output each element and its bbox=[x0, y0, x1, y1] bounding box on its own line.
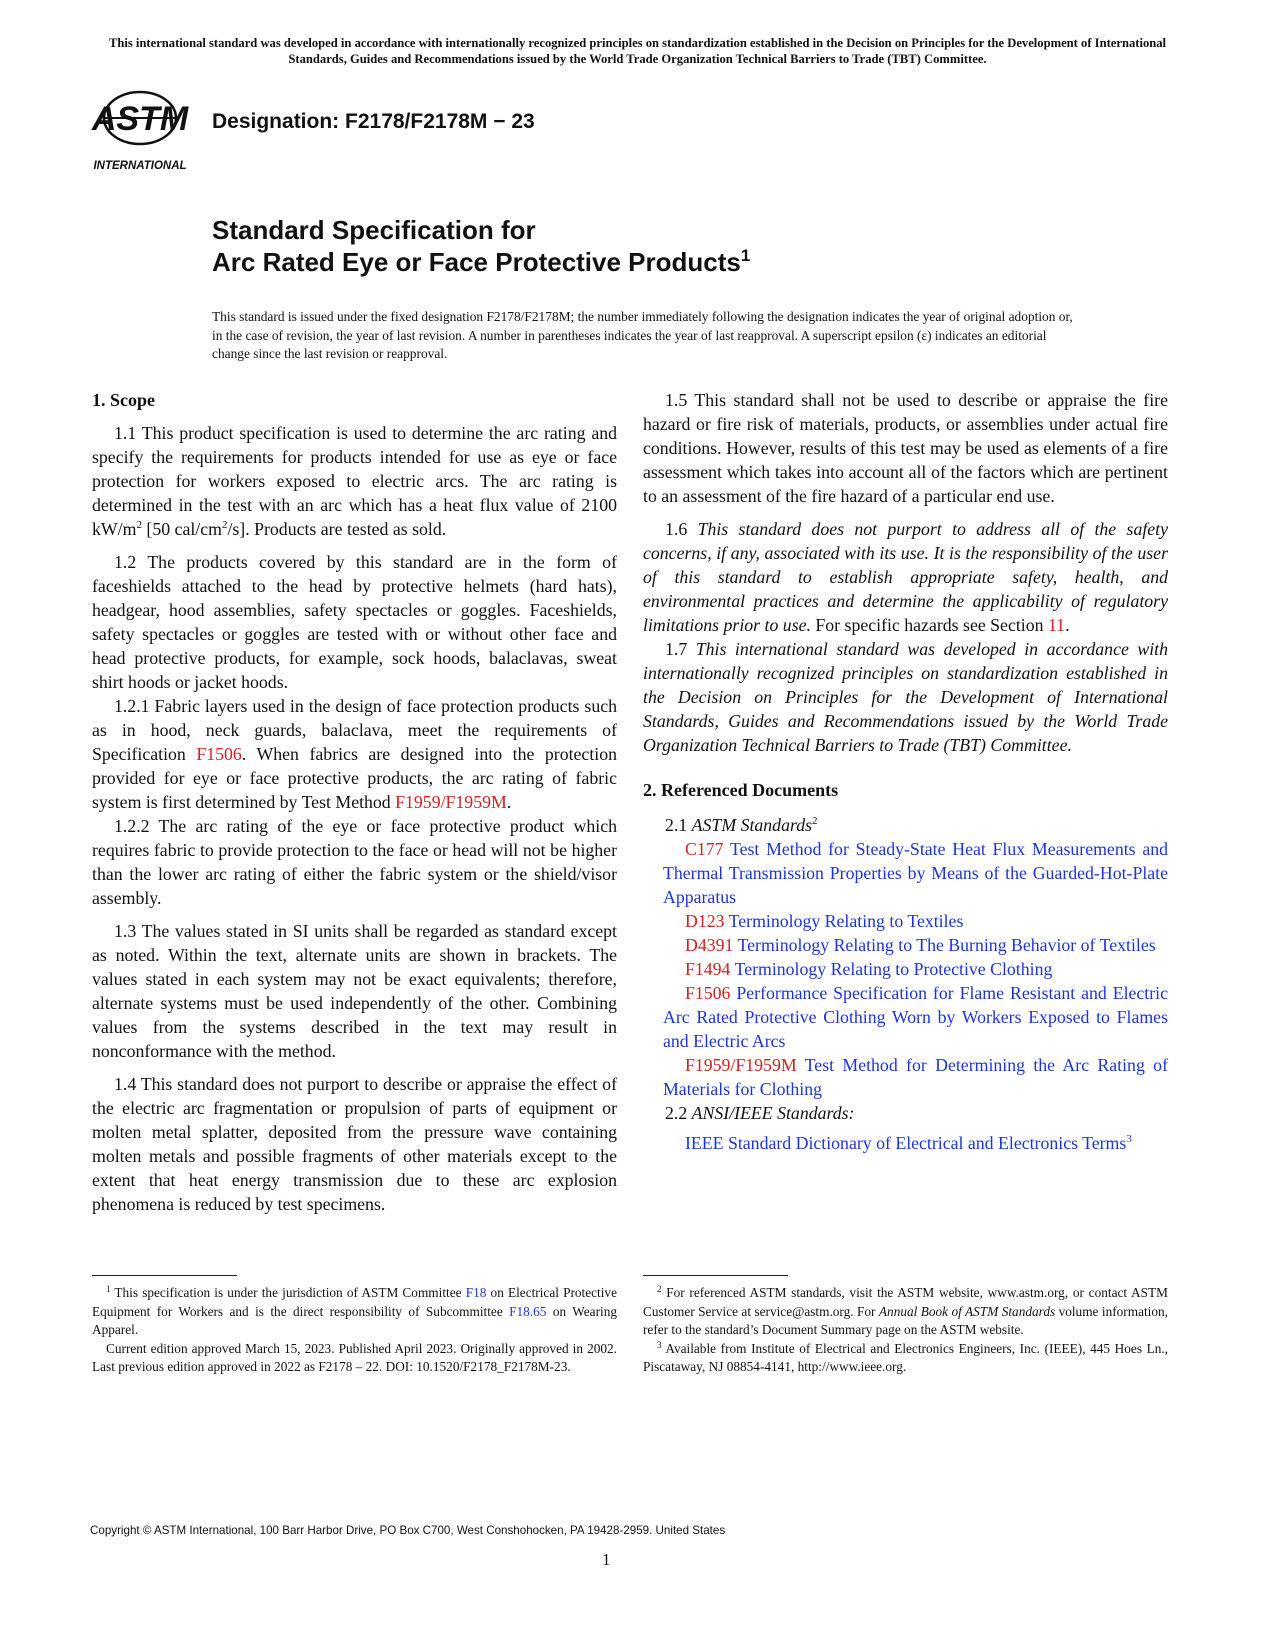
document-title bbox=[212, 214, 750, 278]
ref-code[interactable]: F1506 bbox=[685, 983, 731, 1003]
astm-logo-letters: ASTM bbox=[91, 100, 189, 138]
para-1-7-number: 1.7 bbox=[665, 639, 696, 659]
para-1-2-1-text-a: 1.2.1 Fabric layers used in the design of face protection products such as in hood, neck guards, balaclava, meet the requirements of Specification bbox=[92, 696, 617, 764]
designation: Designation: F2178/F2178M − 23 bbox=[212, 110, 535, 133]
title-line-2-text: Arc Rated Eye or Face Protective Products bbox=[212, 247, 741, 277]
link-subcommittee-f18-65[interactable]: F18.65 bbox=[509, 1303, 547, 1319]
ref-title[interactable]: Test Method for Steady-State Heat Flux Measurements and Thermal Transmission Properties by Means of the Guarded-Hot-Plate Apparatus bbox=[663, 839, 1168, 907]
link-f1506[interactable]: F1506 bbox=[196, 744, 242, 764]
left-column bbox=[92, 388, 617, 1216]
ref-code[interactable]: D123 bbox=[685, 911, 725, 931]
ref-c177[interactable] bbox=[643, 837, 1168, 909]
superscript: 2 bbox=[136, 519, 142, 531]
para-1-7-italic: This international standard was developed in accordance with internationally recognized principles on standardization established in the Decision on Principles for the Development of International Standards, Guides and Recommendations issued by the World Trade Organization Technical Barriers to Trade (TBT) Committee. bbox=[643, 639, 1169, 755]
para-1-4: 1.4 This standard does not purport to describe or appraise the effect of the electric arc fragmentation or propulsion of parts of equipment or molten metal splatter, deposited from the pressure wave containing molten metals and possible fragments of other materials except to the extent that heat energy transmission due to these arc explosion phenomena is reduced by test specimens. bbox=[92, 1074, 617, 1214]
superscript: 2 bbox=[221, 519, 228, 531]
link-committee-f18[interactable]: F18 bbox=[465, 1285, 487, 1300]
footnote-1-edition: Current edition approved March 15, 2023. Published April 2023. Originally approved in 2002. Last previous edition approved in 2022 as F2178 – 22. DOI: 10.1520/F2178_F2178M-23. bbox=[92, 1340, 617, 1374]
footnote-mark: 1 bbox=[106, 1284, 111, 1294]
title-footnote-mark: 1 bbox=[740, 246, 751, 265]
footnote-1-text-c: on Wearing Apparel. bbox=[92, 1303, 618, 1337]
para-1-5: 1.5 This standard shall not be used to describe or appraise the fire hazard or fire risk of materials, products, or assemblies under actual fire conditions. However, results of this test may be used as elements of a fire assessment which takes into account all of the factors which are pertinent to an assessment of the fire hazard of a particular end use. bbox=[643, 390, 1168, 506]
para-1-1 bbox=[92, 421, 617, 541]
footnote-mark: 2 bbox=[657, 1284, 662, 1294]
ref-code[interactable]: C177 bbox=[685, 839, 724, 859]
designation-note: This standard is issued under the fixed designation F2178/F2178M; the number immediately following the designation indicates the year of original adoption or, in the case of revision, the year of last revision. A number in parentheses indicates the year of last reapproval. A superscript epsilon (ε) indicates an editorial change since the last revision or reapproval. bbox=[212, 309, 1073, 361]
para-1-1-text-a: 1.1 This product specification is used to determine the arc rating and specify the requirements for products intended for use as eye or face protection for workers exposed to electric arcs. The arc rating is determined in the test with an arc which has a heat flux value of 2100 kW/m bbox=[92, 423, 617, 539]
para-1-1-text-b: [50 cal/cm bbox=[141, 519, 222, 539]
astm-logo-subtitle: INTERNATIONAL bbox=[93, 160, 187, 172]
para-1-3: 1.3 The values stated in SI units shall be regarded as standard except as noted. Within the text, alternate units are shown in brackets. The values stated in each system may not be exact equivalents; therefore, alternate systems must be used independently of the other. Combining values from the systems described in the text may result in nonconformance with the method. bbox=[92, 921, 617, 1061]
ref-f1494[interactable] bbox=[643, 957, 1168, 981]
footnote-2-text-b: volume information, refer to the standard’s Document Summary page on the ASTM website. bbox=[643, 1303, 1168, 1337]
title-line-1: Standard Specification for bbox=[212, 215, 536, 245]
ref-title[interactable]: IEEE Standard Dictionary of Electrical and Electronics Terms bbox=[685, 1133, 1127, 1153]
para-1-6-end: . bbox=[1065, 615, 1070, 635]
ref-code[interactable]: F1494 bbox=[685, 959, 731, 979]
ref-d123[interactable] bbox=[643, 909, 1168, 933]
footnote-1-text-a: This specification is under the jurisdiction of ASTM Committee bbox=[110, 1285, 466, 1300]
footnote-2-italic: Annual Book of ASTM Standards bbox=[878, 1303, 1056, 1319]
ansi-standards-label: ANSI/IEEE Standards: bbox=[691, 1103, 855, 1123]
footnote-divider-right bbox=[643, 1275, 788, 1276]
para-1-6 bbox=[643, 517, 1168, 637]
footnotes-right bbox=[643, 1284, 1168, 1377]
ref-code[interactable]: D4391 bbox=[685, 935, 734, 955]
page-number: 1 bbox=[602, 1550, 611, 1569]
ref-title[interactable]: Performance Specification for Flame Resistant and Electric Arc Rated Protective Clothing Worn by Workers Exposed to Flames and Electric Arcs bbox=[663, 983, 1168, 1051]
astm-logo-mark bbox=[90, 86, 198, 178]
superscript: 3 bbox=[1126, 1133, 1132, 1145]
copyright: Copyright © ASTM International, 100 Barr Harbor Drive, PO Box C700, West Conshohocken, PA 19428-2959. United States bbox=[90, 1524, 726, 1537]
para-1-7 bbox=[643, 637, 1168, 757]
footnote-divider-left bbox=[92, 1275, 237, 1276]
astm-standards-label: ASTM Standards bbox=[691, 815, 813, 835]
ref-d4391[interactable] bbox=[643, 933, 1168, 957]
ref-f1959[interactable] bbox=[643, 1053, 1168, 1101]
ref-title[interactable]: Test Method for Determining the Arc Rating of Materials for Clothing bbox=[663, 1055, 1168, 1099]
superscript: 2 bbox=[812, 815, 818, 827]
para-1-6-italic: This standard does not purport to address all of the safety concerns, if any, associated with its use. It is the responsibility of the user of this standard to establish appropriate safety, health, and environmental practices and determine the applicability of regulatory limitations prior to use. bbox=[643, 519, 1168, 635]
para-1-2-2: 1.2.2 The arc rating of the eye or face protective product which requires fabric to provide protection to the face or head will not be higher than the lower arc rating of either the fabric system or the shield/visor assembly. bbox=[92, 816, 617, 908]
astm-standards-number: 2.1 bbox=[665, 815, 692, 835]
astm-logo bbox=[90, 86, 198, 178]
ref-code[interactable]: F1959/F1959M bbox=[685, 1055, 797, 1075]
ansi-standards-number: 2.2 bbox=[665, 1103, 692, 1123]
section-scope-heading: 1. Scope bbox=[92, 390, 155, 410]
footnotes-left bbox=[92, 1284, 617, 1377]
ref-title[interactable]: Terminology Relating to The Burning Behavior of Textiles bbox=[733, 935, 1156, 955]
astm-standards-heading bbox=[643, 813, 1168, 837]
para-1-2-1-text-c: . bbox=[506, 792, 512, 812]
para-1-6-number: 1.6 bbox=[665, 519, 698, 539]
footnote-mark: 3 bbox=[657, 1339, 662, 1350]
ansi-standards-heading bbox=[643, 1101, 1168, 1125]
ref-f1506[interactable] bbox=[643, 981, 1168, 1053]
para-1-2-1 bbox=[92, 694, 617, 814]
link-section-11[interactable]: 11 bbox=[1047, 615, 1066, 635]
footnote-2-text-a: For referenced ASTM standards, visit the ASTM website, www.astm.org, or contact ASTM Customer Service at service@astm.org. For bbox=[643, 1285, 1168, 1319]
title-line-2 bbox=[212, 246, 750, 278]
para-1-6-tail: For specific hazards see Section bbox=[810, 615, 1048, 635]
footnote-3-text: Available from Institute of Electrical and Electronics Engineers, Inc. (IEEE), 445 Hoes Ln., Piscataway, NJ 08854-4141, http://www.ieee.org. bbox=[643, 1340, 1168, 1374]
footnote-2 bbox=[643, 1284, 1168, 1340]
ref-ieee-dictionary[interactable] bbox=[643, 1131, 1168, 1155]
para-1-2: 1.2 The products covered by this standard are in the form of faceshields attached to the head by protective helmets (hard hats), headgear, hood assemblies, safety spectacles or goggles. Faceshields, safety spectacles or goggles are tested with or without other face and head protective products, for example, sock hoods, balaclavas, sweat shirt hoods or jacket hoods. bbox=[92, 552, 617, 692]
right-column bbox=[643, 388, 1168, 1155]
footnote-1-text-b: on Electrical Protective Equipment for Workers and is the direct responsibility of Subcommittee bbox=[92, 1285, 617, 1319]
footnote-1 bbox=[92, 1284, 617, 1340]
ref-title[interactable]: Terminology Relating to Protective Clothing bbox=[730, 959, 1053, 979]
ref-title[interactable]: Terminology Relating to Textiles bbox=[724, 911, 964, 931]
section-referenced-heading: 2. Referenced Documents bbox=[643, 780, 839, 800]
wto-notice: This international standard was developed in accordance with internationally recognized principles on standardization established in the Decision on Principles for the Development of International Standards, Guides and Recommendations issued by the World Trade Organization Technical Barriers to Trade (TBT) Committee. bbox=[108, 36, 1167, 66]
para-1-2-1-text-b: . When fabrics are designed into the protection provided for eye or face protective products, the arc rating of fabric system is first determined by Test Method bbox=[92, 744, 617, 812]
para-1-1-text-c: /s]. Products are tested as sold. bbox=[227, 519, 447, 539]
link-f1959[interactable]: F1959/F1959M bbox=[395, 792, 507, 812]
footnote-3 bbox=[643, 1340, 1168, 1377]
